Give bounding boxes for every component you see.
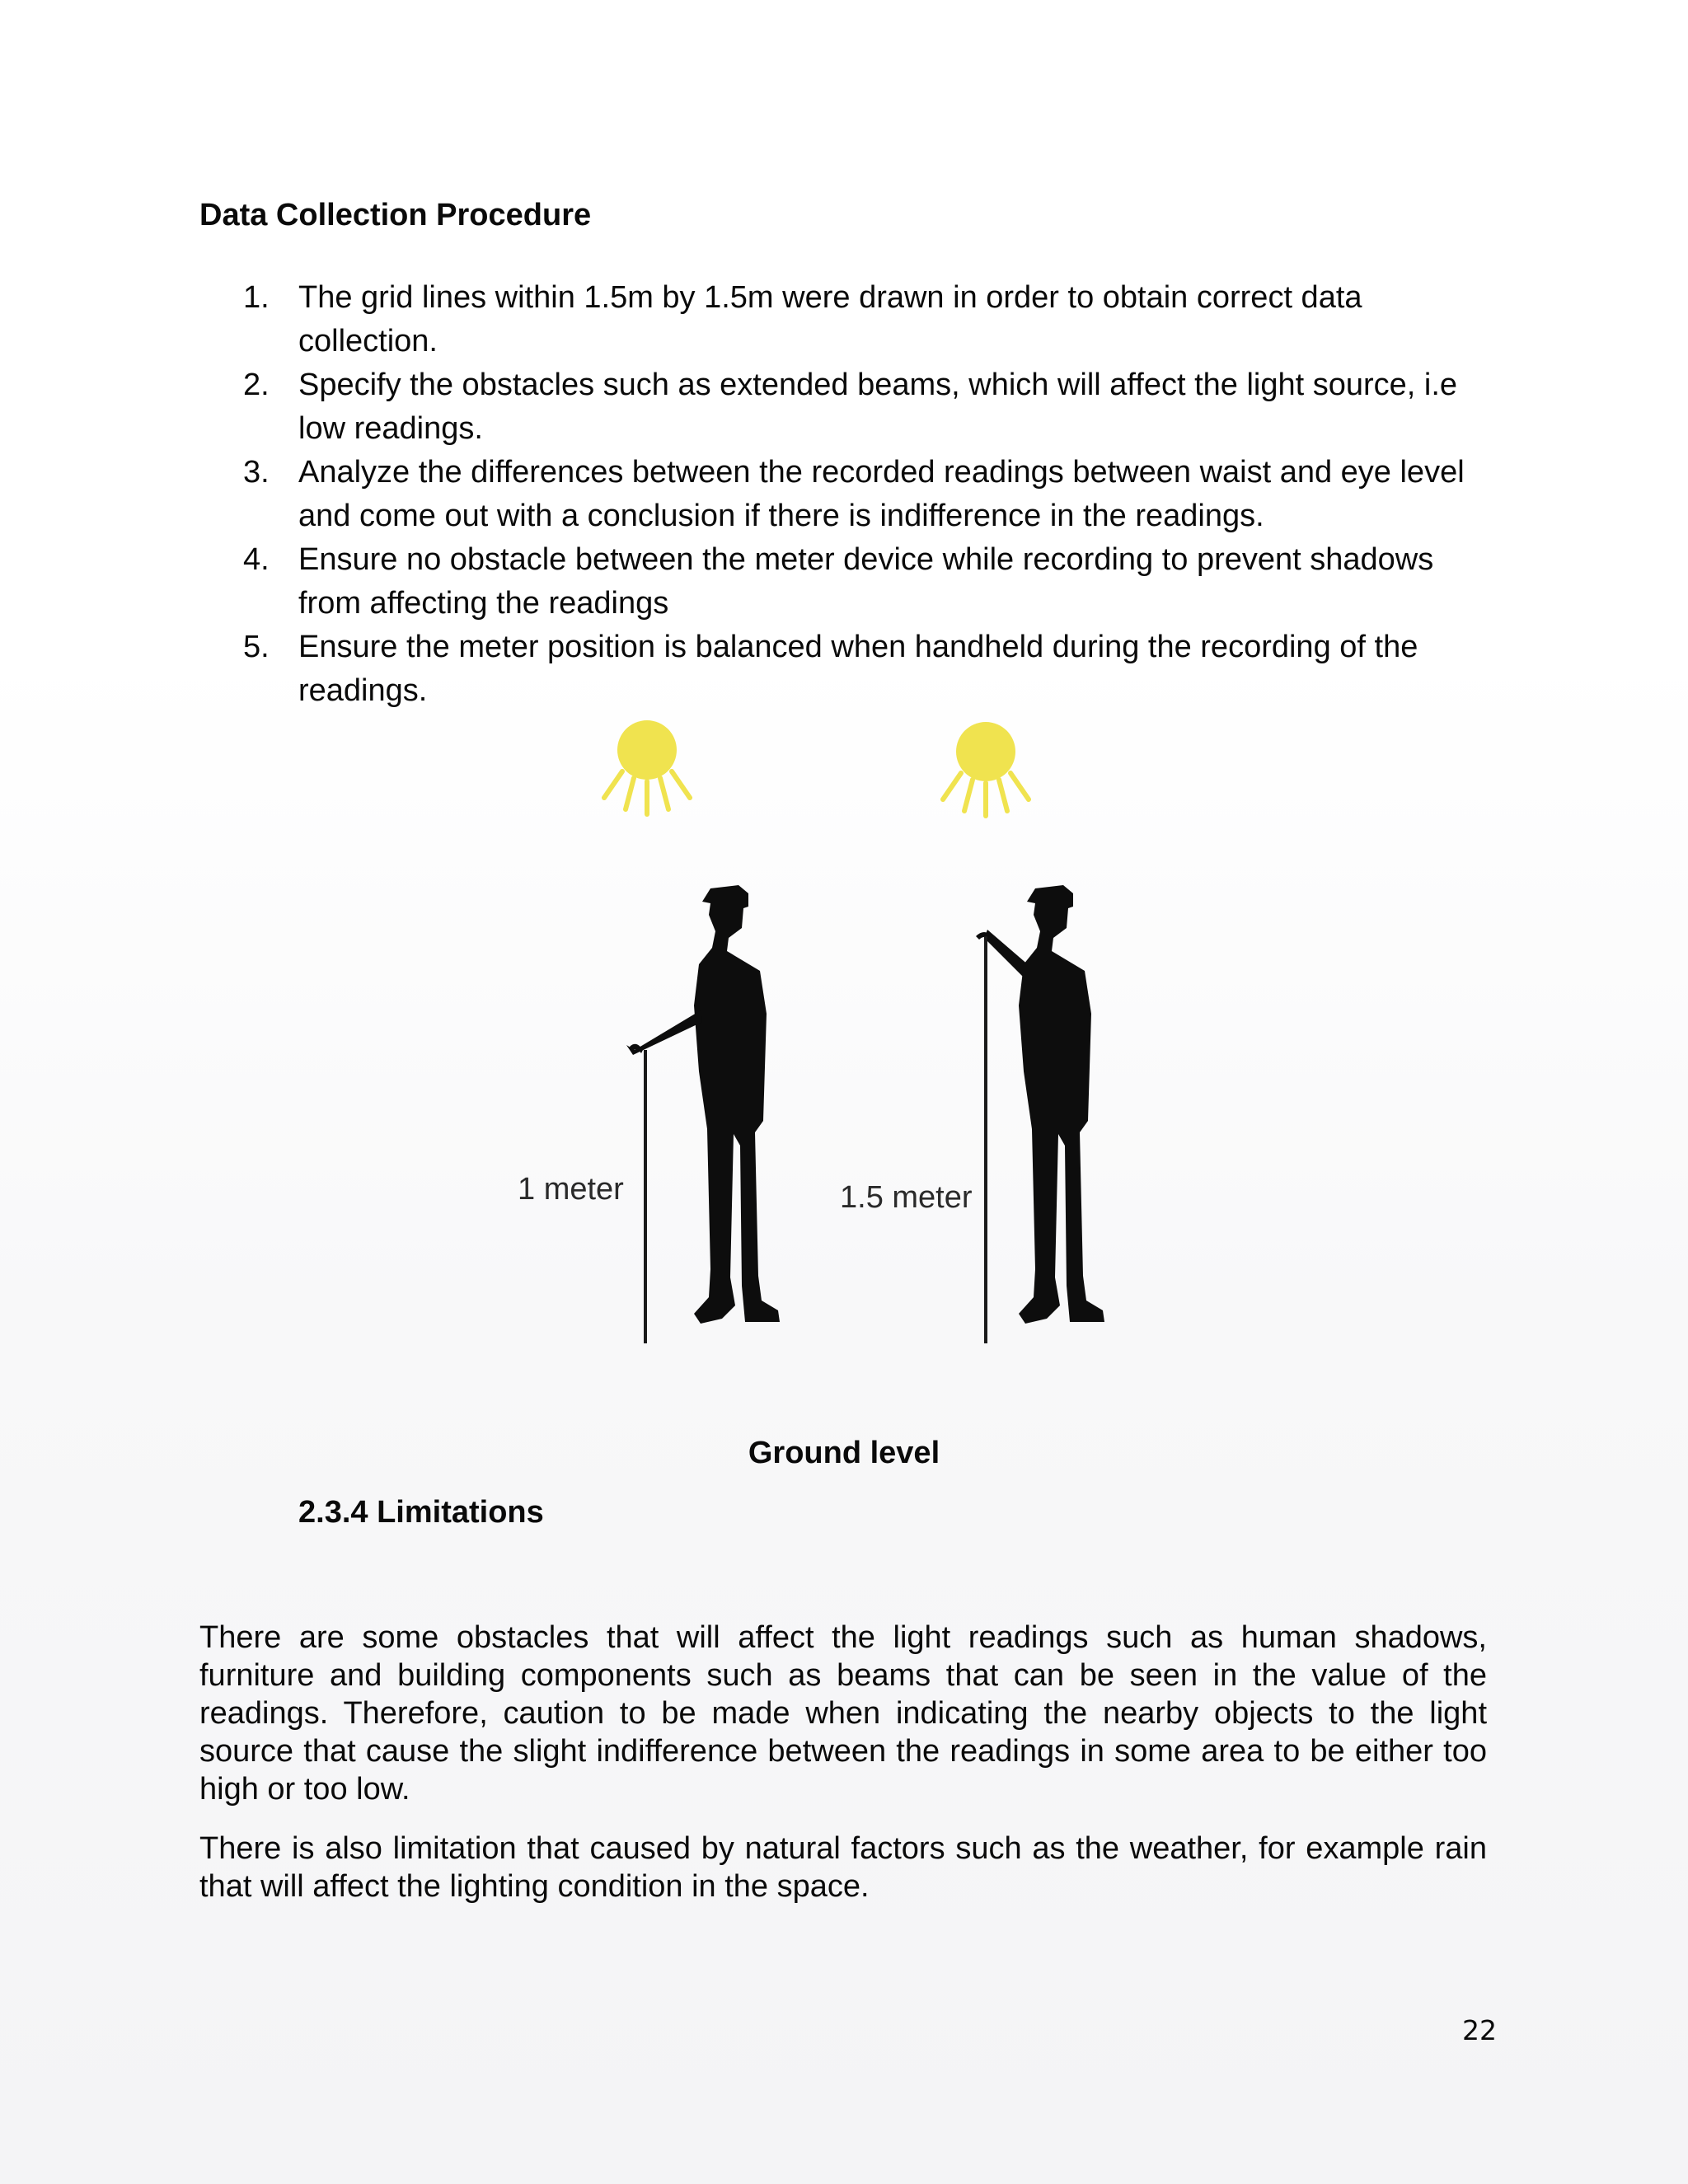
sun-icon bbox=[943, 722, 1029, 816]
list-text: Ensure no obstacle between the meter device while recording to prevent shadows from affecting the readings bbox=[298, 542, 1434, 621]
eye-height-label: 1.5 meter bbox=[840, 1180, 973, 1215]
list-item bbox=[243, 276, 1496, 363]
list-text: Analyze the differences between the recorded readings between waist and eye level and come out with a conclusion if there is indifference in the readings. bbox=[298, 455, 1465, 533]
list-item bbox=[243, 363, 1496, 451]
waist-height-label: 1 meter bbox=[518, 1172, 624, 1207]
list-text: The grid lines within 1.5m by 1.5m were drawn in order to obtain correct data collection. bbox=[298, 280, 1362, 359]
list-item bbox=[243, 626, 1496, 713]
ground-level-caption: Ground level bbox=[748, 1436, 940, 1470]
list-text: Specify the obstacles such as extended beams, which will affect the light source, i.e low readings. bbox=[298, 368, 1458, 446]
list-number: 4. bbox=[243, 542, 270, 577]
list-text: Ensure the meter position is balanced when handheld during the recording of the readings. bbox=[298, 630, 1418, 708]
sun-icon bbox=[604, 720, 690, 814]
illustration-svg bbox=[495, 709, 1195, 1368]
list-number: 5. bbox=[243, 630, 270, 664]
list-item bbox=[243, 451, 1496, 538]
limitations-heading: 2.3.4 Limitations bbox=[298, 1495, 544, 1530]
person-with-cane-icon bbox=[976, 885, 1104, 1343]
limitations-paragraph: There are some obstacles that will affect the light readings such as human shadows, furniture and building components such as beams that can be seen in the value of the readings. Therefore, caution to be made when indicating the nearby objects to the light source that cause the slight indifference between the readings in some area to be either too high or too low. bbox=[199, 1620, 1487, 1807]
section-heading: Data Collection Procedure bbox=[199, 198, 592, 232]
procedure-list bbox=[243, 276, 1496, 713]
list-number: 1. bbox=[243, 280, 270, 315]
page-number: 22 bbox=[1462, 2014, 1497, 2046]
list-number: 3. bbox=[243, 455, 270, 490]
limitations-paragraph: There is also limitation that caused by natural factors such as the weather, for example rain that will affect the lighting condition in the space. bbox=[199, 1831, 1487, 1904]
measurement-illustration bbox=[495, 709, 1195, 1368]
person-with-cane-icon bbox=[626, 885, 780, 1343]
list-item bbox=[243, 538, 1496, 626]
list-number: 2. bbox=[243, 368, 270, 402]
